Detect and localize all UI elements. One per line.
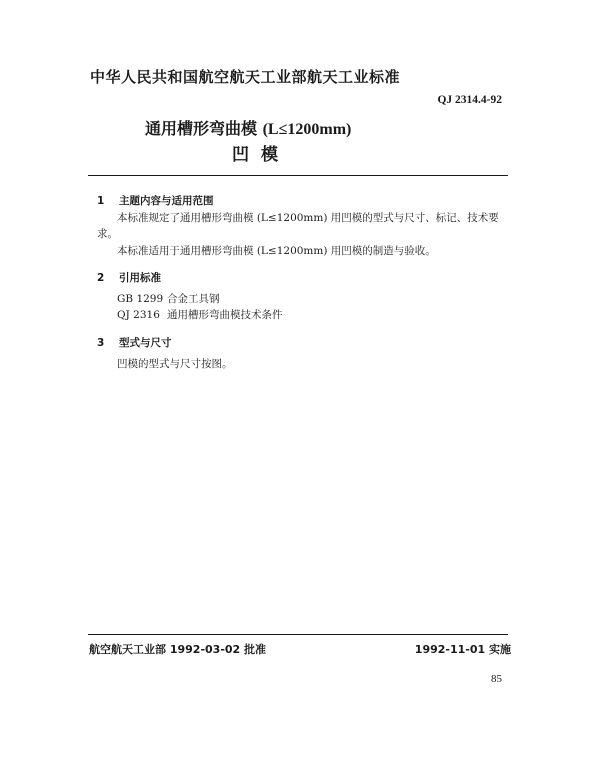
section-3-heading (97, 335, 172, 350)
title-range: (L≤1200mm) (262, 121, 352, 138)
reference-title: 通用槽形弯曲模技术条件 (167, 309, 283, 321)
issuing-organization: 中华人民共和国航空航天工业部航天工业标准 (90, 68, 401, 86)
reference-title: 合金工具钢 (167, 293, 220, 305)
section-3-paragraph-1: 凹模的型式与尺寸按图。 (117, 358, 233, 370)
reference-code: GB 1299 (117, 293, 164, 305)
title-text: 通用槽形弯曲模 (145, 119, 258, 138)
section-1-paragraph-1-line-1: 本标准规定了通用槽形弯曲模 (L≤1200mm) 用凹模的型式与尺寸、标记、技术要 (117, 212, 499, 224)
section-title: 主题内容与适用范围 (119, 195, 214, 207)
section-2-heading (97, 270, 161, 285)
approval-line: 航空航天工业部 1992-03-02 批准 (89, 643, 267, 656)
footer-divider (88, 634, 508, 635)
section-1-paragraph-1-line-2: 求。 (97, 228, 118, 240)
reference-item (117, 292, 220, 306)
document-title (145, 116, 351, 139)
section-title: 型式与尺寸 (119, 337, 172, 349)
effective-date-line: 1992-11-01 实施 (414, 643, 511, 656)
section-1-paragraph-2: 本标准适用于通用槽形弯曲模 (L≤1200mm) 用凹模的制造与验收。 (117, 245, 436, 257)
standard-number: QJ 2314.4-92 (437, 94, 502, 106)
reference-item (117, 308, 283, 322)
header-divider (88, 175, 508, 176)
section-number: 3 (97, 337, 105, 349)
reference-code: QJ 2316 (117, 309, 160, 321)
section-1-heading (97, 193, 214, 208)
document-subtitle: 凹模 (232, 145, 290, 165)
section-title: 引用标准 (119, 272, 161, 284)
section-number: 1 (97, 195, 105, 207)
page-number: 85 (491, 673, 502, 685)
section-number: 2 (97, 272, 105, 284)
